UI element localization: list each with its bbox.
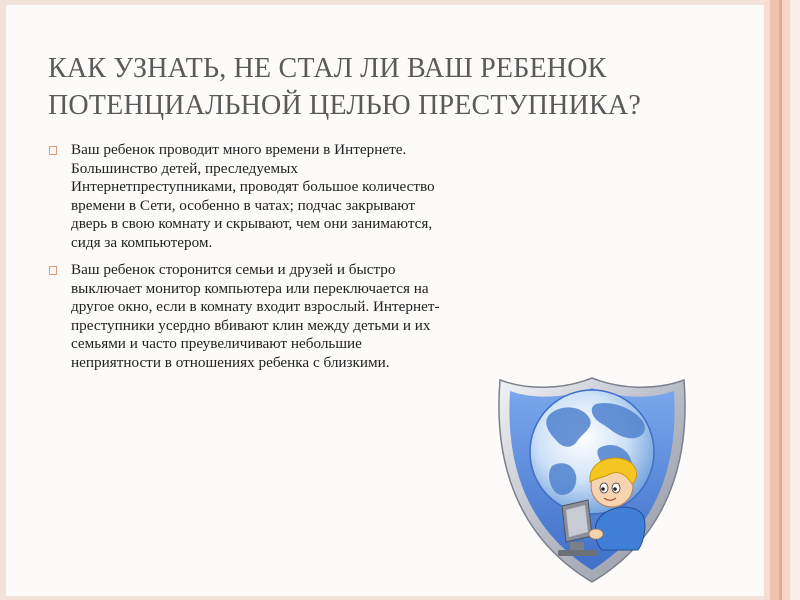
bullet-line: сидя за компьютером. [71, 233, 213, 251]
decorative-band [790, 0, 800, 600]
bullet-square-icon [49, 266, 57, 275]
bullet-line: Интернетпреступниками, проводят большое количество [71, 178, 435, 195]
shield-globe-child-computer-icon [492, 374, 692, 586]
bullet-line: Ваш ребенок проводит много времени в Интернете. [71, 141, 407, 158]
bullet-square-icon [49, 146, 57, 155]
bullet-line: Большинство детей, преследуемых [71, 159, 298, 177]
bullet-item [48, 261, 538, 372]
slide-frame-bottom [0, 596, 800, 600]
bullet-line: Ваш ребенок сторонится семьи и друзей и быстро [71, 261, 396, 278]
globe-icon [530, 390, 654, 514]
bullet-line: преступники усердно вбивают клин между детьми и их [71, 316, 431, 334]
slide-title [48, 50, 748, 124]
bullet-line: неприятности в отношениях ребенка с близкими. [71, 353, 390, 371]
bullet-item [48, 141, 538, 252]
bullet-line: семьями и часто преувеличивают небольшие [71, 335, 362, 352]
bullet-line: дверь в свою комнату и скрывают, чем они занимаются, [71, 215, 433, 232]
bullet-list [48, 141, 538, 381]
slide-frame-left [0, 0, 6, 600]
bullet-line: другое окно, если в комнату входит взрослый. Интернет- [71, 298, 440, 315]
bullet-line: времени в Сети, особенно в чатах; подчас закрывают [71, 196, 415, 214]
slide-frame-top [0, 0, 800, 5]
bullet-text [71, 261, 538, 372]
decorative-band [770, 0, 779, 600]
bullet-text [71, 141, 538, 252]
slide-title-line: ПОТЕНЦИАЛЬНОЙ ЦЕЛЬЮ ПРЕСТУПНИКА? [48, 90, 641, 121]
slide-title-line: КАК УЗНАТЬ, НЕ СТАЛ ЛИ ВАШ РЕБЕНОК [48, 53, 607, 84]
bullet-line: выключает монитор компьютера или переключается на [71, 279, 429, 297]
decorative-band [782, 0, 790, 600]
